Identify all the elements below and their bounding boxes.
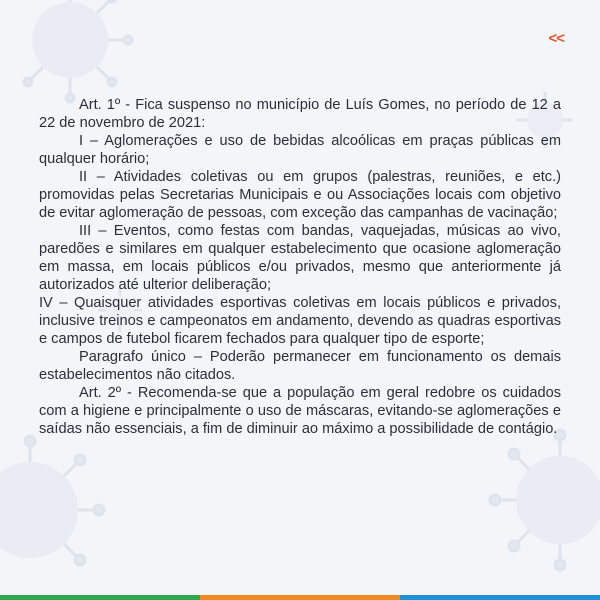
item-iii: III – Eventos, como festas com bandas, vaquejadas, músicas ao vivo, paredões e similares em qualquer estabelecimento que ocasione aglomeração em massa, em locais públicos e/ou privados, mesmo que anteriormente já autorizados até ulterior deliberação;	[39, 223, 561, 293]
item-ii: II – Atividades coletivas ou em grupos (palestras, reuniões, e etc.) promovidas pelas Secretarias Municipais e ou Associações locais com objetivo de evitar aglomeração de pessoas, com exceção das campanhas de vacinação;	[39, 169, 561, 221]
virus-icon	[490, 430, 600, 570]
article-1: Art. 1º - Fica suspenso no município de Luís Gomes, no período de 12 a 22 de novembro de 2021:	[39, 97, 561, 131]
bottom-color-bar	[0, 595, 600, 600]
back-button[interactable]: <<	[548, 30, 564, 47]
sole-paragraph: Paragrafo único – Poderão permanecer em funcionamento os demais estabelecimentos não citados.	[39, 349, 561, 383]
virus-icon	[0, 436, 104, 565]
article-2: Art. 2º - Recomenda-se que a população em geral redobre os cuidados com a higiene e principalmente o uso de máscaras, evitando-se aglomerações e saídas não essenciais, a fim de diminuir ao máximo a possibilidade de contágio.	[39, 385, 561, 437]
item-i: I – Aglomerações e uso de bebidas alcoólicas em praças públicas em qualquer horário;	[39, 133, 561, 167]
item-iv: IV – Quaisquer atividades esportivas coletivas em locais públicos e privados, inclusive treinos e campeonatos em andamento, devendo as quadras esportivas e campos de futebol ficarem fechados para qualquer tipo de esporte;	[39, 295, 561, 347]
bar-segment-orange	[200, 595, 400, 600]
virus-icon	[24, 0, 132, 102]
bar-segment-blue	[400, 595, 600, 600]
bar-segment-green	[0, 595, 200, 600]
decree-text	[39, 96, 561, 438]
